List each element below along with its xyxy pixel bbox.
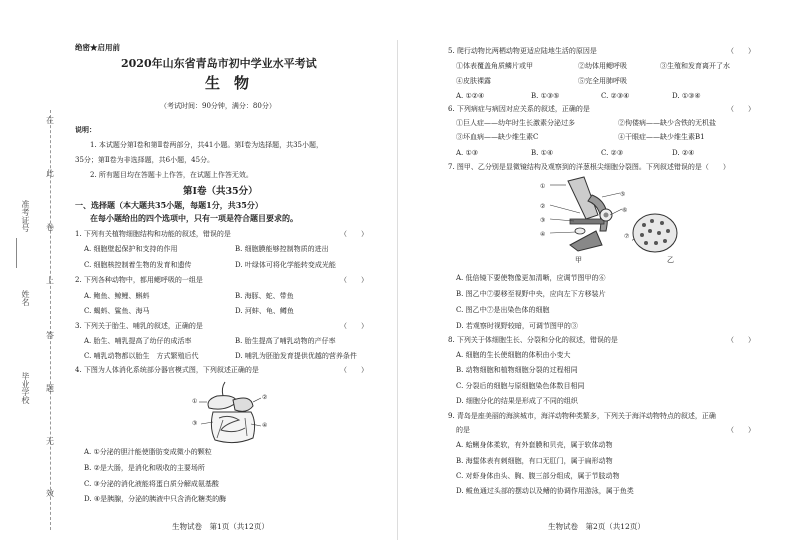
- statement: ③生殖和发育离开了水: [660, 62, 730, 70]
- time-score: （考试时间：90分钟，满分：80分）: [160, 102, 276, 110]
- answer-paren: （ ）: [340, 322, 368, 330]
- school-label: 毕业学校: [21, 372, 30, 404]
- seal-char: 无: [46, 437, 54, 446]
- exam-number-blank: [16, 238, 37, 268]
- option: A. 细胞的生长使细胞的体积由小变大: [456, 351, 571, 359]
- subject-title: 生物: [205, 74, 264, 92]
- statement: ①体表覆盖角质鳞片或甲: [456, 62, 533, 70]
- option: B. ②是大肠，是消化和吸收的主要场所: [84, 464, 205, 472]
- question-stem: 6. 下列病症与病因对应关系的叙述，正确的是: [448, 105, 590, 113]
- diagram-label: ⑥: [622, 207, 628, 214]
- diagram-label: ③: [192, 420, 198, 427]
- question-stem: 8. 下列关于体细胞生长、分裂和分化的叙述，错误的是: [448, 336, 618, 344]
- option: B. ①④: [531, 149, 554, 157]
- page-divider: [397, 40, 398, 540]
- diagram-label: ⑦: [624, 233, 630, 240]
- option: A. ①②④: [456, 92, 485, 100]
- binding-margin: [0, 0, 62, 560]
- question-stem-cont: 的是: [456, 426, 470, 434]
- option: A. 低倍镜下要使物像更加清晰，应调节图甲的⑥: [456, 274, 606, 282]
- answer-paren: （ ）: [727, 47, 755, 55]
- option: B. 动物细胞和植物细胞分裂的过程相同: [456, 366, 578, 374]
- option: C. ②③④: [601, 92, 630, 100]
- diagram-label: ④: [262, 422, 268, 429]
- diagram-label: ⑤: [620, 191, 626, 198]
- root-tip-cells-diagram: [632, 213, 678, 253]
- option: B. ①③⑤: [531, 92, 560, 100]
- question-stem: 2. 下列各种动物中，都用鳃呼吸的一组是: [75, 276, 203, 284]
- option: C. 对虾身体由头、胸、腹三部分组成，属于节肢动物: [456, 472, 620, 480]
- question-stem: 9. 青岛是座美丽的海滨城市，海洋动物种类繁多，下列关于海洋动物特点的叙述，正确: [448, 412, 716, 420]
- seal-char: 此: [46, 169, 54, 178]
- option: B. 海蜇体表有刺细胞，有口无肛门，属于扁形动物: [456, 457, 613, 465]
- notes-line: 2. 所有题目均在答题卡上作答，在试题上作答无效。: [90, 171, 253, 179]
- option: C. 哺乳动物都以胎生 方式繁殖后代: [84, 352, 199, 360]
- diagram-label: ②: [262, 394, 268, 401]
- figure-label-left: 甲: [575, 256, 582, 264]
- option: D. ④是胰腺，分泌的胰液中只含消化糖类的酶: [84, 495, 227, 503]
- option: C. ②③: [601, 149, 624, 157]
- answer-paren: （ ）: [340, 276, 368, 284]
- option: B. 图乙中⑦要移至视野中央，应向左下方移装片: [456, 290, 606, 298]
- option: A. 胎生、哺乳提高了幼仔的成活率: [84, 337, 192, 345]
- option: C. 图乙中⑦是出染色体的细胞: [456, 306, 550, 314]
- section1-hint: 在每小题给出的四个选项中，只有一项是符合题目要求的。: [90, 213, 298, 223]
- diagram-label: ④: [540, 231, 546, 238]
- option: D. 河蚌、龟、鳟鱼: [235, 307, 294, 315]
- answer-paren: （ ）: [340, 230, 368, 238]
- part1-title: 第Ⅰ卷（共35分）: [183, 186, 258, 197]
- option: C. 细胞核控制着生物的发育和遗传: [84, 261, 192, 269]
- statement: ⑤完全用肺呼吸: [578, 77, 627, 85]
- seal-char: 答: [46, 331, 54, 340]
- option: A. ①分泌的胆汁能使脂肪变成微小的颗粒: [84, 448, 212, 456]
- notes-line: 1. 本试题分第Ⅰ卷和第Ⅱ卷两部分，共41小题。第Ⅰ卷为选择题，共35小题，: [90, 141, 324, 149]
- seal-char: 效: [46, 489, 54, 498]
- option: A. 鲍鱼、鲸鲤、蝌蚪: [84, 292, 150, 300]
- option: A. 蛤蜊身体柔软，有外套膜和贝壳，属于软体动物: [456, 441, 613, 449]
- answer-paren: （ ）: [727, 336, 755, 344]
- option: C. ③分泌的消化液能将蛋白质分解成氨基酸: [84, 480, 219, 488]
- statement: ②幼体用鳃呼吸: [578, 62, 627, 70]
- statement: ②佝偻病——缺少含铁的无机盐: [618, 119, 716, 127]
- option: D. 哺乳为胚胎发育提供优越的营养条件: [235, 352, 357, 360]
- notes-line: 35分；第Ⅱ卷为非选择题，共6小题，45分。: [75, 156, 215, 164]
- seal-char: 在: [46, 116, 54, 125]
- question-stem: 1. 下列有关植物细胞结构和功能的叙述，错误的是: [75, 230, 231, 238]
- diagram-label: ①: [192, 398, 198, 405]
- option: D. 若观察时视野较暗，可调节图甲的③: [456, 322, 578, 330]
- diagram-label: ③: [540, 217, 546, 224]
- diagram-label: ①: [540, 183, 546, 190]
- answer-paren: （ ）: [727, 105, 755, 113]
- name-label: 姓名: [21, 290, 30, 306]
- option: D. ②④: [672, 149, 695, 157]
- seal-char: 题: [46, 384, 54, 393]
- option: B. 海豚、蛇、带鱼: [235, 292, 294, 300]
- digestive-system-diagram: [195, 378, 275, 448]
- exam-number-label: 准考证号: [21, 200, 30, 232]
- option: D. ①③④: [672, 92, 701, 100]
- statement: ①巨人症——幼年时生长激素分泌过多: [456, 119, 575, 127]
- notes-heading: 说明：: [75, 125, 96, 134]
- diagram-label: ②: [540, 203, 546, 210]
- answer-paren: （ ）: [340, 366, 368, 374]
- statement: ④干眼症——缺少维生素B1: [618, 133, 705, 141]
- exam-title: 2020年山东省青岛市初中学业水平考试: [121, 57, 317, 70]
- option: D. 叶绿体可将化学能转变成光能: [235, 261, 336, 269]
- question-stem: 3. 下列关于胎生、哺乳的叙述，正确的是: [75, 322, 203, 330]
- figure-label-right: 乙: [667, 256, 674, 264]
- question-stem: 7. 图甲、乙分别是显微镜结构及观察到的洋葱根尖细胞分裂图。下列叙述错误的是（ ）: [448, 163, 730, 171]
- footer-left: 生物试卷 第1页（共12页）: [172, 522, 269, 531]
- seal-char: 卷: [46, 223, 54, 232]
- option: D. 鲅鱼通过头部的摆动以及鳍的协调作用游泳，属于鱼类: [456, 487, 634, 495]
- secret-label: 绝密★启用前: [75, 43, 120, 52]
- question-stem: 4. 下图为人体消化系统部分器官模式图，下列叙述正确的是: [75, 366, 259, 374]
- option: C. 分裂后的细胞与原细胞染色体数目相同: [456, 382, 585, 390]
- microscope-diagram: [540, 175, 630, 257]
- option: B. 胎生提高了哺乳动物的产仔率: [235, 337, 336, 345]
- option: C. 蝎蚪、鲨鱼、海马: [84, 307, 150, 315]
- option: D. 细胞分化的结果是形成了不同的组织: [456, 397, 578, 405]
- option: B. 细胞膜能够控制物质的进出: [235, 245, 329, 253]
- seal-char: 上: [46, 276, 54, 285]
- statement: ④皮肤裸露: [456, 77, 491, 85]
- option: A. 细胞壁起保护和支持的作用: [84, 245, 178, 253]
- question-stem: 5. 爬行动物比两栖动物更适应陆地生活的原因是: [448, 47, 597, 55]
- section1-title: 一、选择题（本大题共35小题，每题1分，共35分）: [75, 200, 263, 210]
- option: A. ①③: [456, 149, 479, 157]
- statement: ③坏血病——缺少维生素C: [456, 133, 539, 141]
- footer-right: 生物试卷 第2页（共12页）: [548, 522, 645, 531]
- answer-paren: （ ）: [727, 426, 755, 434]
